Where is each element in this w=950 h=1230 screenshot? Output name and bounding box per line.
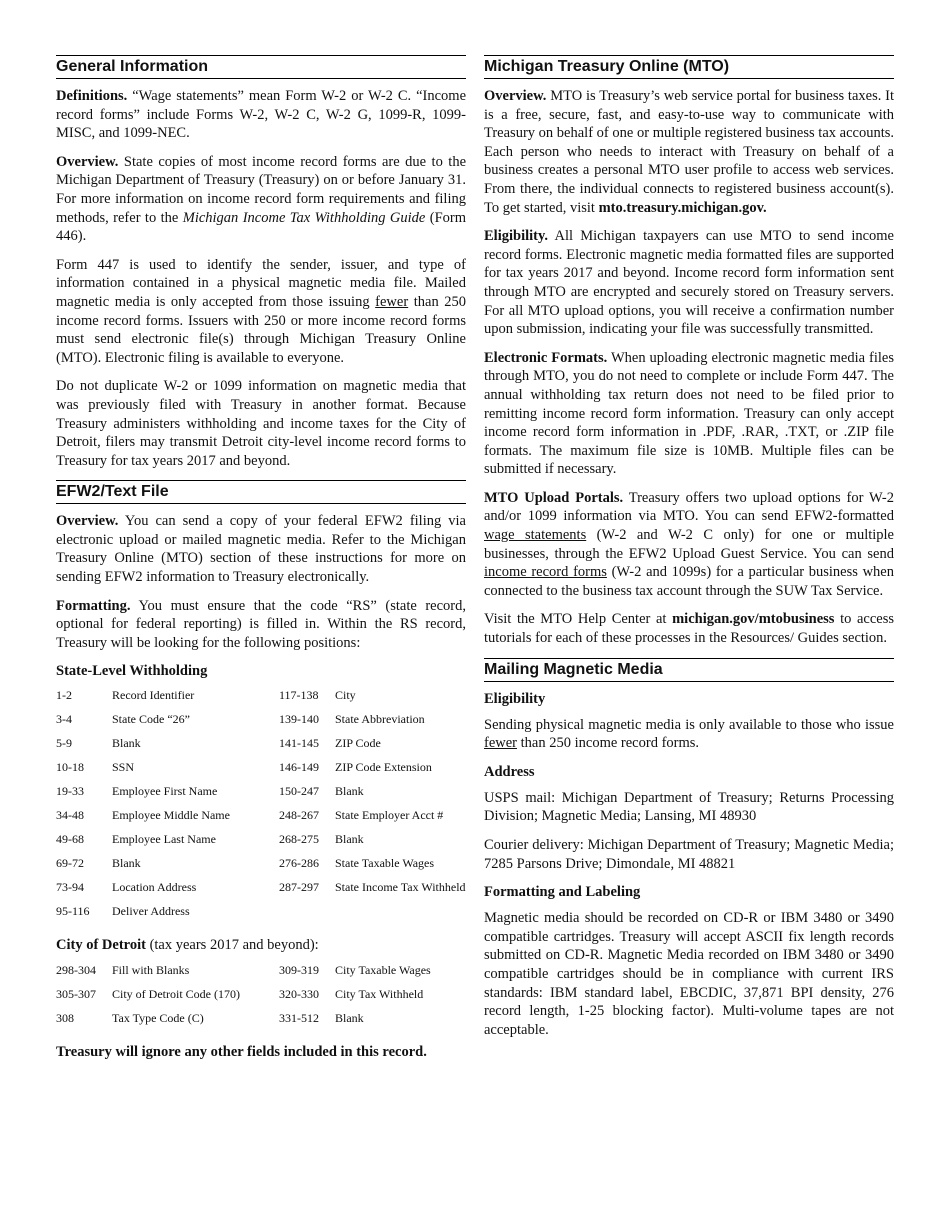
position-cell: 49-68 [56, 832, 84, 847]
field-cell: City Tax Withheld [335, 987, 424, 1002]
form447-paragraph [56, 256, 466, 368]
upload-portals-paragraph [484, 489, 894, 601]
table-row [56, 856, 466, 880]
mailing-eligibility-text-a: Sending physical magnetic media is only available to those who issue [484, 716, 894, 733]
position-cell: 95-116 [56, 904, 90, 919]
table-row [56, 736, 466, 760]
upload-portals-text-a: Treasury offers two upload options for W-2 and/or 1099 information via MTO. You can send EFW2-formatted [484, 489, 894, 525]
table-row [56, 1011, 466, 1035]
right-column [484, 55, 894, 1049]
table-row [56, 712, 466, 736]
detroit-positions-table [56, 963, 466, 1035]
mto-eligibility-lead: Eligibility. [484, 228, 549, 245]
efw2-formatting-paragraph [56, 597, 466, 653]
mto-eligibility-paragraph [484, 227, 894, 339]
position-cell: 1-2 [56, 688, 72, 703]
efw2-overview-paragraph [56, 512, 466, 586]
mailing-eligibility-heading: Eligibility [484, 690, 546, 707]
field-cell: Employee Last Name [112, 832, 216, 847]
field-cell: Blank [112, 856, 141, 871]
position-cell: 268-275 [279, 832, 319, 847]
efw2-overview-lead: Overview. [56, 513, 119, 530]
help-center-paragraph [484, 610, 894, 647]
mto-url-link[interactable]: mto.treasury.michigan.gov. [598, 199, 767, 216]
field-cell: State Code “26” [112, 712, 190, 727]
position-cell: 141-145 [279, 736, 319, 751]
mto-overview-lead: Overview. [484, 88, 547, 104]
duplicate-paragraph: Do not duplicate W-2 or 1099 information on magnetic media that was previously filed with Treasury in another format. Because Treasury administers withholding and income taxes for the City of Detroit, filers may transmit Detroit city-level income record forms to Treasury for tax years 2017 and beyond. [56, 378, 466, 469]
table-row [56, 904, 466, 928]
field-cell: Blank [335, 784, 364, 799]
income-record-forms-underlined: income record forms [484, 564, 607, 581]
mailing-eligibility-text-b: than 250 income record forms. [520, 735, 700, 752]
position-cell: 19-33 [56, 784, 84, 799]
ignore-fields-note: Treasury will ignore any other fields included in this record. [56, 1044, 427, 1061]
overview-tail: (Form 446). [56, 209, 466, 245]
position-cell: 10-18 [56, 760, 84, 775]
position-cell: 150-247 [279, 784, 319, 799]
electronic-formats-paragraph [484, 349, 894, 479]
courier-address-paragraph: Courier delivery: Michigan Department of Treasury; Magnetic Media; 7285 Parsons Drive; Dimondale, MI 48821 [484, 837, 894, 872]
field-cell: City of Detroit Code (170) [112, 987, 240, 1002]
field-cell: State Abbreviation [335, 712, 425, 727]
form447-text-b: than 250 income record forms. Issuers with 250 or more income record forms must send electronic file(s) through Michigan Treasury Online (MTO). Electronic filing is available to everyone. [56, 293, 467, 366]
table-row [56, 808, 466, 832]
position-cell: 287-297 [279, 880, 319, 895]
efw2-formatting-text: You must ensure that the code “RS” (state record, optional for federal reporting) is filled in. Within the RS record, Treasury will be looking for the following positions: [56, 597, 466, 651]
position-cell: 34-48 [56, 808, 84, 823]
fewer-underlined: fewer [484, 735, 518, 752]
overview-lead: Overview. [56, 153, 119, 170]
efw2-formatting-lead: Formatting. [56, 597, 131, 614]
field-cell: Location Address [112, 880, 197, 895]
definitions-text: “Wage statements” mean Form W-2 or W-2 C. “Income record forms” include Forms W-2, W-2 C, W-2 G, 1099-R, 1099-MISC, and 1099-NEC. [56, 88, 467, 142]
table-row [56, 688, 466, 712]
table-row [56, 987, 466, 1011]
efw2-heading: EFW2/Text File [56, 480, 466, 504]
city-of-detroit-line [56, 936, 466, 955]
field-cell: City [335, 688, 356, 703]
position-cell: 305-307 [56, 987, 96, 1002]
fewer-underlined: fewer [375, 293, 409, 310]
table-row [56, 963, 466, 987]
help-text-a: Visit the MTO Help Center at [484, 611, 667, 628]
definitions-lead: Definitions. [56, 88, 128, 104]
upload-portals-lead: MTO Upload Portals. [484, 489, 624, 506]
electronic-formats-lead: Electronic Formats. [484, 349, 608, 366]
position-cell: 309-319 [279, 963, 319, 978]
mailing-magnetic-media-heading: Mailing Magnetic Media [484, 658, 894, 682]
field-cell: State Income Tax Withheld [335, 880, 466, 895]
efw2-overview-text: You can send a copy of your federal EFW2 filing via electronic upload or mailed magnetic media. Refer to the Michigan Treasury Online (MTO) section of these instructions for more on sending EFW2 information to Treasury electronically. [56, 513, 466, 586]
upload-portals-text-c: (W-2 and 1099s) for a particular business when connected to the business tax account through the SUW Tax Service. [484, 564, 894, 599]
mto-overview-paragraph [484, 87, 894, 217]
position-cell: 298-304 [56, 963, 96, 978]
left-column [56, 55, 466, 1061]
position-cell: 331-512 [279, 1011, 319, 1026]
general-information-heading: General Information [56, 55, 466, 79]
help-text-b: to access tutorials for each of these processes in the Resources/ Guides section. [484, 611, 895, 647]
field-cell: ZIP Code [335, 736, 381, 751]
field-cell: State Employer Acct # [335, 808, 444, 823]
mto-heading: Michigan Treasury Online (MTO) [484, 55, 894, 79]
field-cell: Tax Type Code (C) [112, 1011, 204, 1026]
field-cell: Blank [335, 832, 364, 847]
position-cell: 139-140 [279, 712, 319, 727]
position-cell: 3-4 [56, 712, 72, 727]
table-row [56, 880, 466, 904]
position-cell: 276-286 [279, 856, 319, 871]
mailing-eligibility-paragraph [484, 716, 894, 753]
field-cell: Fill with Blanks [112, 963, 190, 978]
field-cell: Employee Middle Name [112, 808, 230, 823]
mto-eligibility-text: All Michigan taxpayers can use MTO to send income record forms. Electronic magnetic media formatted files are supported for tax years 2017 and beyond. Income record form information sent through MTO are encrypted and securely stored on Treasury servers. For all MTO upload options, you will receive a confirmation number upon submission, indicating your file was successfully transmitted. [484, 228, 894, 338]
field-cell: SSN [112, 760, 135, 775]
state-level-heading: State-Level Withholding [56, 663, 208, 680]
field-cell: City Taxable Wages [335, 963, 431, 978]
formatting-labeling-paragraph: Magnetic media should be recorded on CD-R or IBM 3480 or 3490 compatible cartridges. Treasury will accept ASCII fix length records submitted on CD-R. Magnetic Media recorded on IBM 3480 or 3490 compatible cartridges should be in compliance with current IRS standards: IBM standard label, EBCDIC, 37,871 BPI density, 276 record length, 1-25 blocking factor). Multi-volume tapes are not acceptable. [484, 910, 894, 1038]
overview-paragraph [56, 153, 466, 246]
form447-text-a: Form 447 is used to identify the sender, issuer, and type of information contained in a physical magnetic media file. Mailed magnetic media is only accepted from those issuing [56, 256, 466, 310]
position-cell: 117-138 [279, 688, 319, 703]
position-cell: 308 [56, 1011, 74, 1026]
field-cell: Employee First Name [112, 784, 218, 799]
position-cell: 320-330 [279, 987, 319, 1002]
position-cell: 146-149 [279, 760, 319, 775]
position-cell: 5-9 [56, 736, 72, 751]
field-cell: Deliver Address [112, 904, 190, 919]
city-of-detroit-heading: City of Detroit [56, 937, 146, 954]
table-row [56, 784, 466, 808]
mtobusiness-url-link[interactable]: michigan.gov/mtobusiness [672, 611, 835, 628]
position-cell: 248-267 [279, 808, 319, 823]
field-cell [335, 904, 466, 928]
field-cell: Blank [335, 1011, 364, 1026]
address-heading: Address [484, 763, 535, 780]
position-cell [279, 904, 335, 928]
position-cell: 73-94 [56, 880, 84, 895]
definitions-paragraph [56, 87, 466, 143]
field-cell: Blank [112, 736, 141, 751]
usps-address-paragraph: USPS mail: Michigan Department of Treasury; Returns Processing Division; Magnetic Media; Lansing, MI 48930 [484, 789, 894, 825]
field-cell: Record Identifier [112, 688, 195, 703]
position-cell: 69-72 [56, 856, 84, 871]
table-row [56, 760, 466, 784]
table-row [56, 832, 466, 856]
mto-overview-text: MTO is Treasury’s web service portal for business taxes. It is a free, secure, fast, and easy-to-use way to communicate with Treasury on behalf of one or multiple registered business tax accounts. Each person who needs to interact with Treasury on behalf of a business creates a personal MTO user profile to access web services. From there, the individual connects to registered business account(s). To get started, visit [484, 88, 895, 216]
state-positions-table [56, 688, 466, 928]
wage-statements-underlined: wage statements [484, 527, 587, 544]
formatting-labeling-heading: Formatting and Labeling [484, 884, 641, 901]
overview-text: State copies of most income record forms are due to the Michigan Department of Treasury (Treasury) on or before January 31. For more information on income record form requirements and filing methods, refer to the [56, 153, 467, 226]
city-of-detroit-suffix: (tax years 2017 and beyond): [149, 937, 319, 954]
field-cell: State Taxable Wages [335, 856, 435, 871]
withholding-guide-title: Michigan Income Tax Withholding Guide [182, 209, 426, 226]
field-cell: ZIP Code Extension [335, 760, 432, 775]
electronic-formats-text: When uploading electronic magnetic media files through MTO, you do not need to complete or include Form 447. The annual withholding tax return does not need to be filed prior to remitting income record form information. Treasury can only accept income record form information in .PDF, .RAR, .TXT, or .ZIP file formats. The maximum file size is 10MB. Multiple files can be submitted if necessary. [484, 349, 894, 478]
upload-portals-text-b: (W-2 and W-2 C only) for one or multiple businesses, through the EFW2 Upload Guest Service. You can send [484, 527, 894, 562]
